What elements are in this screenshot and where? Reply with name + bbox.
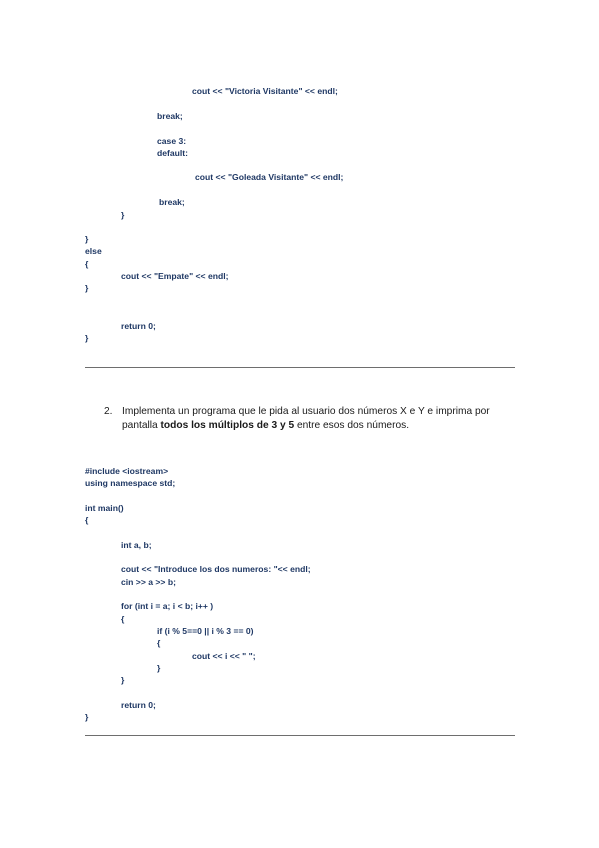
code-line: break; bbox=[157, 111, 183, 121]
code-line: { bbox=[157, 638, 161, 648]
code-line: default: bbox=[157, 148, 189, 158]
code-line: } bbox=[85, 283, 89, 293]
code-line: { bbox=[85, 259, 89, 269]
question-text-after: entre esos dos números. bbox=[294, 420, 410, 431]
code-line: else bbox=[85, 246, 102, 256]
code-line: break; bbox=[159, 197, 185, 207]
code-line: cin >> a >> b; bbox=[121, 577, 176, 587]
code-line: { bbox=[121, 614, 125, 624]
code-line: using namespace std; bbox=[85, 478, 176, 488]
code-line: } bbox=[85, 712, 89, 722]
code-line: } bbox=[85, 234, 89, 244]
code-line: } bbox=[121, 210, 125, 220]
question-number: 2. bbox=[104, 406, 113, 417]
horizontal-rule bbox=[85, 735, 515, 736]
question-text-before: Implementa un programa que le pida al usuario dos números X e Y e imprima por pantalla bbox=[122, 406, 490, 431]
question-item bbox=[104, 405, 524, 433]
code-line: cout << "Introduce los dos numeros: "<< endl; bbox=[121, 564, 311, 574]
horizontal-rule bbox=[85, 367, 515, 368]
code-line: if (i % 5==0 || i % 3 == 0) bbox=[157, 626, 254, 636]
code-line: return 0; bbox=[121, 321, 156, 331]
code-line: case 3: bbox=[157, 136, 187, 146]
question-text bbox=[122, 405, 524, 433]
code-line: } bbox=[121, 675, 125, 685]
code-line: #include <iostream> bbox=[85, 466, 169, 476]
question-bold-text: todos los múltiplos de 3 y 5 bbox=[160, 420, 295, 431]
code-line: return 0; bbox=[121, 700, 156, 710]
code-line: } bbox=[157, 663, 161, 673]
code-line: int a, b; bbox=[121, 540, 152, 550]
code-line: cout << "Goleada Visitante" << endl; bbox=[195, 172, 344, 182]
code-line: for (int i = a; i < b; i++ ) bbox=[121, 601, 214, 611]
code-line: } bbox=[85, 333, 89, 343]
code-line: { bbox=[85, 515, 89, 525]
code-line: cout << i << " "; bbox=[192, 651, 256, 661]
code-line: cout << "Empate" << endl; bbox=[121, 271, 229, 281]
code-line: int main() bbox=[85, 503, 124, 513]
code-line: cout << "Victoria Visitante" << endl; bbox=[192, 86, 338, 96]
